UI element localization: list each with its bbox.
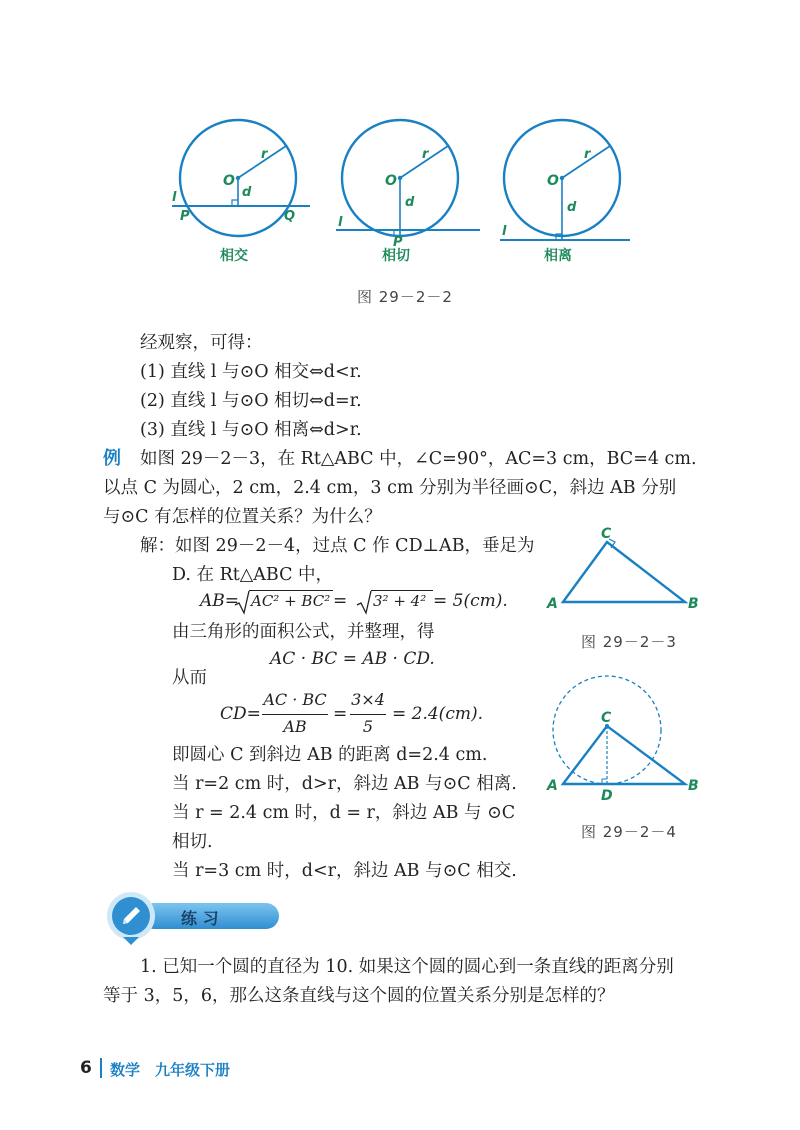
label-l: l bbox=[502, 224, 507, 239]
exercise-question: 等于 3，5，6，那么这条直线与这个圆的位置关系分别是怎样的？ bbox=[103, 986, 615, 1006]
eq-part: = 2.4(cm). bbox=[392, 704, 483, 724]
solution-line: 当 r=2 cm 时，d>r，斜边 AB 与⊙C 相离. bbox=[172, 774, 517, 794]
eq-part: = 5(cm). bbox=[433, 591, 508, 611]
exercise-title: 练 习 bbox=[181, 909, 219, 928]
panel-tangent bbox=[336, 120, 480, 264]
triangle-abc bbox=[563, 542, 685, 602]
center-dot bbox=[398, 176, 402, 180]
panel-separate bbox=[500, 120, 630, 264]
figure-29-2-4-svg bbox=[545, 676, 715, 806]
equation-ab bbox=[200, 589, 530, 615]
eq-part: = bbox=[333, 704, 348, 724]
center-dot bbox=[236, 176, 240, 180]
panel-intersect bbox=[172, 120, 310, 264]
eq-part: = bbox=[333, 591, 348, 611]
figure-triangle-with-circle bbox=[545, 676, 715, 806]
solution-line: 即圆心 C 到斜边 AB 的距离 d=2.4 cm. bbox=[172, 745, 488, 765]
fraction-bar bbox=[262, 714, 328, 715]
panel-label: 相切 bbox=[382, 248, 410, 264]
eq-part: AC² + BC² bbox=[251, 592, 331, 610]
label-r: r bbox=[584, 147, 591, 162]
equation-area: AC · BC = AB · CD. bbox=[270, 649, 435, 669]
eq-part: AB= bbox=[200, 591, 240, 611]
equation-cd bbox=[220, 690, 520, 740]
footer-divider bbox=[100, 1058, 102, 1078]
eq-part: CD= bbox=[220, 704, 261, 724]
sqrt-sign bbox=[356, 589, 372, 615]
fraction-denominator: 5 bbox=[362, 717, 374, 736]
label-d: d bbox=[405, 195, 415, 210]
observation-item: (3) 直线 l 与⊙O 相离⇔d>r. bbox=[140, 420, 362, 440]
label-d: d bbox=[242, 185, 252, 200]
fraction-bar bbox=[350, 714, 386, 715]
label-l: l bbox=[338, 215, 343, 230]
eq-part: 3² + 4² bbox=[373, 592, 427, 610]
solution-line: 当 r=3 cm 时，d<r，斜边 AB 与⊙C 相交. bbox=[172, 861, 517, 881]
label-P: P bbox=[180, 209, 190, 224]
banner-pointer bbox=[123, 937, 139, 945]
solution-line: 解：如图 29－2－4，过点 C 作 CD⊥AB，垂足为 bbox=[140, 536, 535, 556]
solution-line: 由三角形的面积公式，并整理，得 bbox=[172, 622, 435, 642]
label-A: A bbox=[547, 596, 558, 612]
page-number: 6 bbox=[80, 1058, 92, 1078]
example-line: 与⊙C 有怎样的位置关系？为什么？ bbox=[103, 507, 382, 527]
label-A: A bbox=[547, 778, 558, 794]
example-line: 以点 C 为圆心，2 cm，2.4 cm，3 cm 分别为半径画⊙C，斜边 AB 分别 bbox=[103, 478, 677, 498]
label-d: d bbox=[567, 200, 577, 215]
panel-label: 相交 bbox=[220, 248, 248, 264]
label-B: B bbox=[688, 596, 699, 612]
solution-line: D. 在 Rt△ABC 中， bbox=[172, 565, 334, 585]
label-B: B bbox=[688, 778, 699, 794]
figure-29-2-3-svg bbox=[545, 524, 715, 624]
label-P: P bbox=[393, 235, 403, 250]
label-D: D bbox=[601, 788, 613, 804]
label-r: r bbox=[422, 147, 429, 162]
example-marker: 例 bbox=[103, 448, 121, 469]
observation-intro: 经观察，可得： bbox=[140, 333, 263, 353]
example-line: 如图 29－2－3，在 Rt△ABC 中，∠C=90°，AC=3 cm，BC=4 cm. bbox=[140, 449, 697, 469]
figure-caption: 图 29－2－4 bbox=[581, 823, 677, 841]
label-C: C bbox=[601, 526, 612, 542]
panel-label: 相离 bbox=[544, 248, 572, 264]
label-O: O bbox=[547, 173, 559, 189]
footer-book: 九年级下册 bbox=[155, 1061, 231, 1079]
fraction-numerator: AC · BC bbox=[263, 690, 327, 709]
footer-subject: 数学 bbox=[110, 1061, 141, 1079]
exercise-banner bbox=[103, 889, 283, 947]
solution-line: 从而 bbox=[172, 668, 207, 688]
label-Q: Q bbox=[284, 209, 296, 224]
exercise-question: 1. 已知一个圆的直径为 10. 如果这个圆的圆心到一条直线的距离分别 bbox=[140, 957, 674, 977]
solution-line: 当 r = 2.4 cm 时，d = r，斜边 AB 与 ⊙C bbox=[172, 803, 516, 823]
figure-caption: 图 29－2－3 bbox=[581, 633, 677, 651]
figure-circle-line-relations bbox=[160, 108, 640, 278]
observation-item: (2) 直线 l 与⊙O 相切⇔d=r. bbox=[140, 391, 362, 411]
fraction-numerator: 3×4 bbox=[351, 690, 385, 709]
fraction-denominator: AB bbox=[283, 717, 307, 736]
label-C: C bbox=[601, 710, 612, 726]
sqrt-bar bbox=[371, 590, 433, 591]
triangle-abc bbox=[563, 726, 685, 784]
sqrt-sign bbox=[234, 589, 250, 615]
figure-29-2-2-svg bbox=[160, 108, 640, 278]
center-dot bbox=[560, 176, 564, 180]
solution-line: 相切. bbox=[172, 832, 213, 852]
observation-item: (1) 直线 l 与⊙O 相交⇔d<r. bbox=[140, 362, 362, 382]
sqrt-bar bbox=[249, 590, 333, 591]
figure-caption: 图 29－2－2 bbox=[357, 288, 453, 306]
label-O: O bbox=[223, 173, 235, 189]
label-l: l bbox=[172, 190, 177, 205]
label-O: O bbox=[385, 173, 397, 189]
figure-triangle bbox=[545, 524, 715, 624]
label-r: r bbox=[261, 147, 268, 162]
